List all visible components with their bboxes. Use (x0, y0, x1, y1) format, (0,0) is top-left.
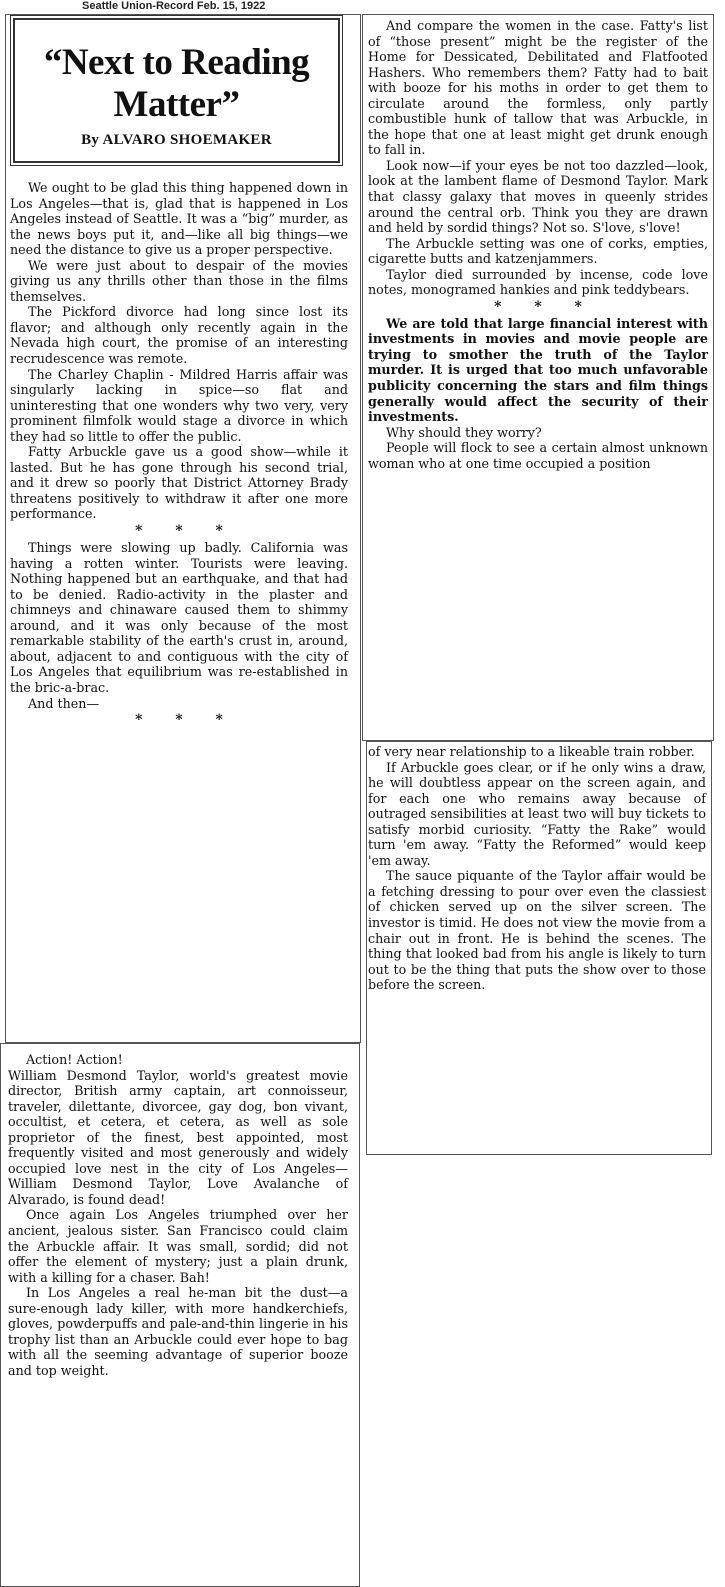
paragraph: Why should they worry? (386, 424, 542, 440)
paragraph: Things were slowing up badly. California was having a rotten winter. Tourists were leaving. Nothing happened but an earthquake, and that had to be denied. Radio-activity in the plaster and chimneys and chinaware caused them to shimmy around, and it was only because of the most remarkable stability of the earth's crust in, around, about, adjacent to and contiguous with the city of Los Angeles that equilibrium was re-established in the bric-a-brac. (10, 540, 348, 695)
paragraph: William Desmond Taylor, world's greatest movie director, British army captain, art connoisseur, traveler, dilettante, divorcee, gay dog, bon vivant, occultist, et cetera, et cetera, as well as sole proprietor of the finest, best appointed, most frequently visited and most generously and widely occupied love nest in the city of Los Angeles—William Desmond Taylor, Love Avalanche of Alvarado, is found dead! (8, 1067, 348, 1207)
section-separator: * * * (494, 298, 596, 315)
paragraph: Once again Los Angeles triumphed over her ancient, jealous sister. San Francisco could claim the Arbuckle affair. It was small, sordid; did not offer the element of mystery; just a plain drunk, with a killing for a chaser. Bah! (8, 1207, 348, 1285)
paragraph: The Charley Chaplin - Mildred Harris affair was singularly lacking in spice—so flat and uninteresting that one wonders why two very, very prominent filmfolk would stage a divorce in which they had so little to offer the public. (10, 366, 348, 444)
headline-line-1: “Next to Reading (43, 42, 310, 83)
paragraph: People will flock to see a certain almost unknown woman who at one time occupied a position (368, 440, 708, 471)
byline: By ALVARO SHOEMAKER (81, 132, 272, 148)
paragraph: Fatty Arbuckle gave us a good show—while it lasted. But he has gone through his second trial, and it drew so poorly that District Attorney Brady threatens positively to withdraw it after one more performance. (10, 444, 348, 522)
bold-paragraph: We are told that large financial interest with investments in movies and movie people are trying to smother the truth of the Taylor murder. It is urged that too much unfavorable publicity concerning the stars and film things generally would affect the security of their investments. (368, 315, 708, 425)
paragraph: of very near relationship to a likeable train robber. (368, 744, 695, 759)
section-separator: * * * (135, 712, 237, 729)
headline-box (13, 18, 340, 163)
column-left-bottom (8, 1052, 348, 1378)
column-right-bottom (368, 744, 706, 993)
section-separator: * * * (135, 523, 237, 540)
source-caption: Seattle Union-Record Feb. 15, 1922 (82, 0, 266, 12)
paragraph: If Arbuckle goes clear, or if he only wins a draw, he will doubtless appear on the screen again, and for each one who remains away because of outraged sensibilities at least two will buy tickets to satisfy morbid curiosity. “Fatty the Rake” would turn 'em away. “Fatty the Reformed” would keep 'em away. (368, 759, 706, 868)
paragraph: We ought to be glad this thing happened down in Los Angeles—that is, glad that is happened in Los Angeles instead of Seattle. It was a “big” murder, as the news boys put it, and—like all big things—we need the distance to give us a proper perspective. (10, 180, 348, 258)
column-right-top (368, 18, 708, 471)
paragraph: Taylor died surrounded by incense, code love notes, monogramed hankies and pink teddybears. (368, 266, 708, 298)
paragraph: We were just about to despair of the movies giving us any thrills other than those in the films themselves. (10, 257, 348, 304)
paragraph: The sauce piquante of the Taylor affair would be a fetching dressing to pour over even the classiest of chicken served up on the silver screen. The investor is timid. He does not view the movie from a chair out in front. He is behind the scenes. The thing that looked bad from his angle is likely to turn out to be the thing that puts the show over to those before the screen. (368, 868, 706, 993)
paragraph: Action! Action! (26, 1052, 123, 1067)
headline (15, 42, 338, 126)
headline-line-2: Matter” (113, 84, 240, 125)
column-left-top (10, 180, 348, 729)
paragraph: The Arbuckle setting was one of corks, empties, cigarette butts and katzenjammers. (368, 235, 708, 267)
paragraph: In Los Angeles a real he-man bit the dust—a sure-enough lady killer, with more handkerchiefs, gloves, powderpuffs and pale-and-thin lingerie in his trophy list than an Arbuckle could ever hope to bag with all the seeming advantage of superior booze and top weight. (8, 1285, 348, 1378)
paragraph: Look now—if your eyes be not too dazzled—look, look at the lambent flame of Desmond Taylor. Mark that classy galaxy that moves in queenly strides around the central orb. Think you they are drawn and held by sordid things? Not so. S'love, s'love! (368, 157, 708, 236)
paragraph: And then— (28, 695, 100, 711)
paragraph: And compare the women in the case. Fatty's list of “those present” might be the register of the Home for Dessicated, Debilitated and Flatfooted Hashers. Who remembers them? Fatty had to bait with booze for his moths in order to get them to circulate around the formless, only partly combustible hunk of tallow that was Arbuckle, in the hope that one at least might get drunk enough to fall in. (368, 18, 708, 158)
paragraph: The Pickford divorce had long since lost its flavor; and although only recently again in the Nevada high court, the promise of an interesting recrudescence was remote. (10, 304, 348, 367)
